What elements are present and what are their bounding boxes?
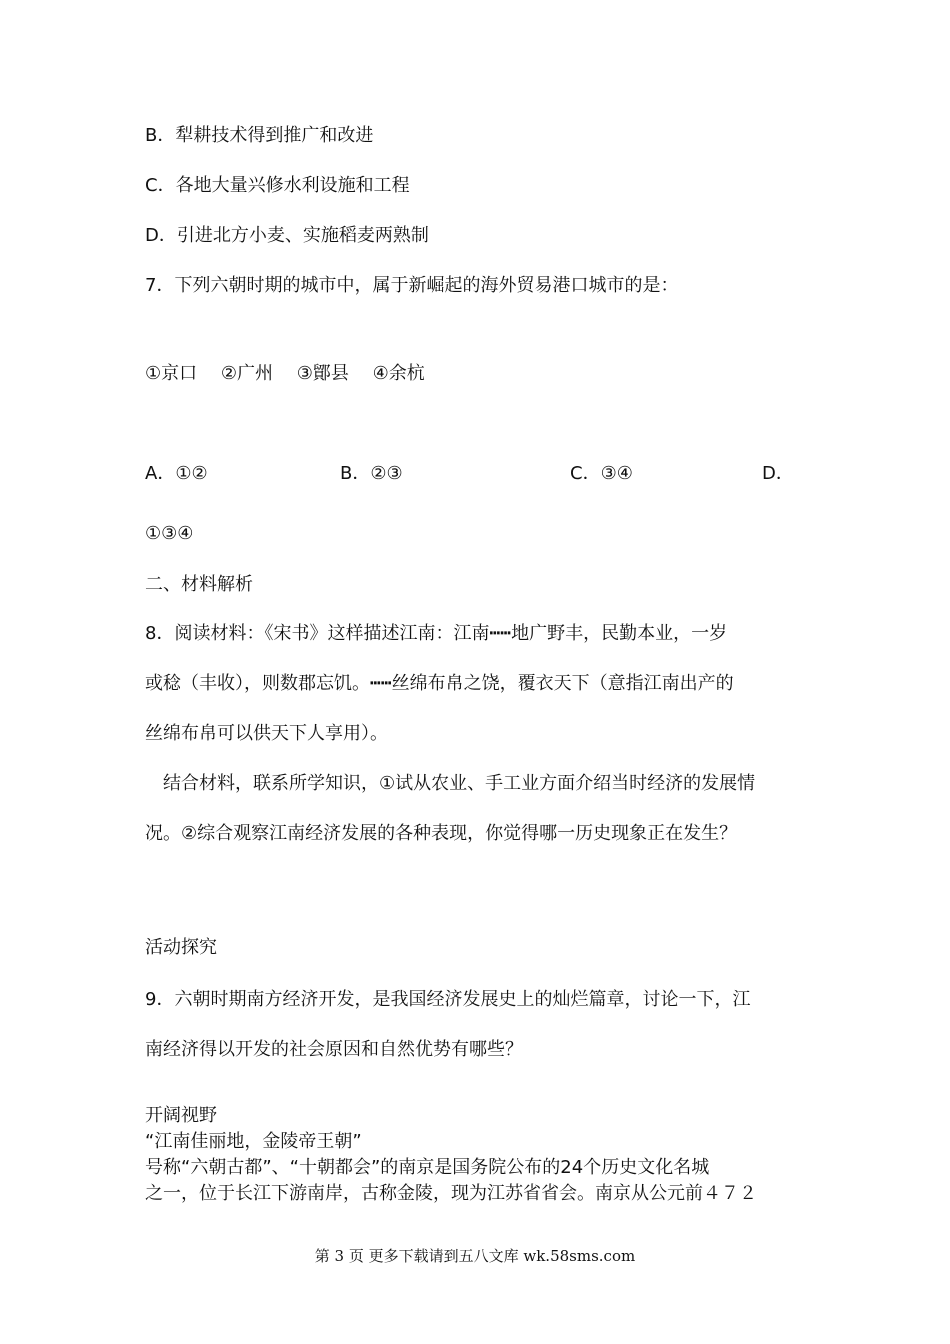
q8-line-1: 8．阅读材料：《宋书》这样描述江南：江南┅┅地广野丰，民勤本业，一岁 [145, 623, 728, 644]
section-heading-activity: 活动探究 [145, 937, 217, 958]
q8-line-2: 或稔（丰收），则数郡忘饥。┅┅丝绵布帛之饶，覆衣天下（意指江南出产的 [145, 673, 734, 694]
paragraph-line-1: 号称“六朝古都”、“十朝都会”的南京是国务院公布的24个历史文化名城 [145, 1157, 710, 1178]
q9-line-1: 9．六朝时期南方经济开发，是我国经济发展史上的灿烂篇章，讨论一下，江 [145, 989, 751, 1010]
q7-option-c: C．③④ [570, 463, 633, 484]
page-footer: 第 3 页 更多下载请到五八文库 wk.58sms.com [314, 1247, 636, 1265]
q6-option-b: B．犁耕技术得到推广和改进 [145, 125, 374, 146]
q7-stem: 7．下列六朝时期的城市中，属于新崛起的海外贸易港口城市的是： [145, 275, 679, 296]
section-heading-materials: 二、材料解析 [145, 574, 253, 595]
q8-line-4: 结合材料，联系所学知识，①试从农业、手工业方面介绍当时经济的发展情 [145, 773, 756, 794]
q8-line-3: 丝绵布帛可以供天下人享用）。 [145, 723, 388, 744]
q6-option-d: D．引进北方小麦、实施稻麦两熟制 [145, 225, 429, 246]
q9-line-2: 南经济得以开发的社会原因和自然优势有哪些？ [145, 1039, 523, 1060]
section-heading-vision: 开阔视野 [145, 1105, 217, 1126]
q8-line-5: 况。②综合观察江南经济发展的各种表现，你觉得哪一历史现象正在发生？ [145, 823, 738, 844]
q7-option-b: B．②③ [340, 463, 403, 484]
quote-line: “江南佳丽地，金陵帝王朝” [145, 1131, 362, 1152]
q7-option-a: A．①② [145, 463, 208, 484]
q7-option-d-content: ①③④ [145, 523, 194, 544]
q7-items: ①京口 ②广州 ③鄮县 ④余杭 [145, 363, 425, 384]
q7-option-d: D． [762, 463, 794, 484]
q6-option-c: C．各地大量兴修水利设施和工程 [145, 175, 410, 196]
paragraph-line-2: 之一，位于长江下游南岸，古称金陵，现为江苏省省会。南京从公元前４７２ [145, 1183, 757, 1204]
